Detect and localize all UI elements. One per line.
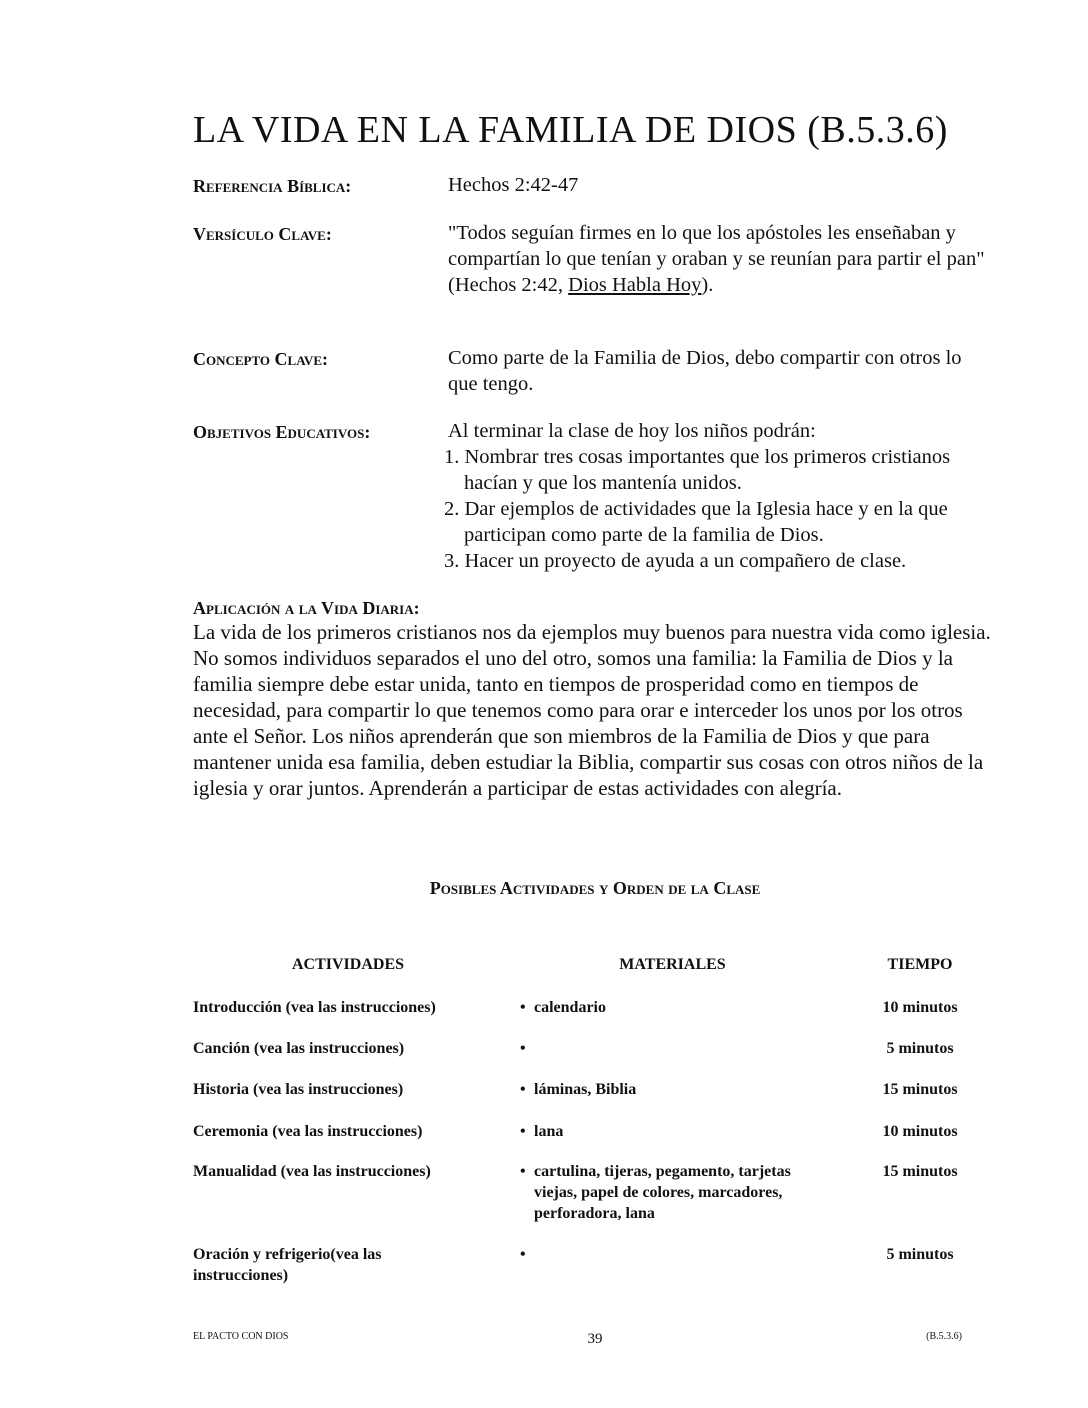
header-actividades: ACTIVIDADES (291, 956, 405, 973)
concepto-label: Concepto Clave: (193, 349, 328, 369)
objetivo-item: 2. Dar ejemplos de actividades que la Iglesia hace y en la que participan como parte de la familia de Dios. (444, 498, 948, 546)
actividades-section-title (0, 878, 1000, 899)
header-tiempo: TIEMPO (887, 956, 953, 973)
versiculo-label: Versículo Clave: (193, 224, 332, 244)
bullet-icon: • (520, 1246, 526, 1263)
objetivo-item: 3. Hacer un proyecto de ayuda a un compañero de clase. (444, 550, 907, 572)
row-tiempo: 5 minutos (886, 1246, 954, 1263)
bible-version-name: Dios Habla Hoy (568, 274, 702, 296)
row-actividad: Oración y refrigerio(vea las instrucciones) (193, 1246, 382, 1284)
objetivo-item: 1. Nombrar tres cosas importantes que los primeros cristianos hacían y que los mantenía unidos. (444, 446, 951, 494)
objetivos-list (444, 444, 994, 574)
row-actividad: Introducción (vea las instrucciones) (193, 999, 436, 1016)
actividades-section-title-text: Posibles Actividades y Orden de la Clase (429, 878, 761, 898)
row-materiales: • láminas, Biblia (520, 1081, 637, 1098)
aplicacion-label: Aplicación a la Vida Diaria: (193, 598, 420, 618)
objetivos-value (444, 418, 994, 574)
lesson-title: LA VIDA EN LA FAMILIA DE DIOS (B.5.3.6) (193, 109, 948, 151)
row-actividad: Manualidad (vea las instrucciones) (193, 1163, 431, 1180)
bullet-icon: • (520, 999, 526, 1016)
versiculo-text-end: ). (701, 274, 714, 296)
referencia-label: Referencia Bíblica: (193, 176, 352, 196)
row-tiempo: 5 minutos (886, 1040, 954, 1057)
header-materiales: MATERIALES (619, 956, 726, 973)
objetivos-intro: Al terminar la clase de hoy los niños podrán: (448, 420, 816, 442)
row-materiales: • cartulina, tijeras, pegamento, tarjetas viejas, papel de colores, marcadores, perforadora, lana (520, 1163, 791, 1222)
bullet-icon: • (520, 1123, 526, 1140)
bullet-icon: • (520, 1081, 526, 1098)
concepto-value: Como parte de la Familia de Dios, debo compartir con otros lo que tengo. (448, 347, 962, 395)
aplicacion-text: La vida de los primeros cristianos nos da ejemplos muy buenos para nuestra vida como iglesia. No somos individuos separados el uno del otro, somos una familia: la Familia de Dios y la familia siempre debe estar unida, tanto en tiempos de prosperidad como en tiempos de necesidad, para compartir lo que tenemos como para orar e interceder los unos por los otros ante el Señor. Los niños aprenderán que son miembros de la Familia de Dios y que para mantener unida esa familia, deben estudiar la Biblia, compartir sus cosas con otros niños de la iglesia y orar juntos. Aprenderán a participar de estas actividades con alegría. (193, 620, 991, 800)
bullet-icon: • (520, 1040, 526, 1057)
row-tiempo: 15 minutos (882, 1081, 958, 1098)
referencia-value: Hechos 2:42-47 (448, 174, 579, 196)
row-materiales: • lana (520, 1123, 564, 1140)
row-materiales: • calendario (520, 999, 606, 1016)
row-tiempo: 10 minutos (882, 999, 958, 1016)
row-actividad: Canción (vea las instrucciones) (193, 1040, 405, 1057)
versiculo-text: "Todos seguían firmes en lo que los apóstoles les enseñaban y compartían lo que tenían y oraban y se reunían para partir el pan" (Hechos 2:42, (448, 222, 985, 296)
footer-page-number: 39 (587, 1331, 603, 1347)
row-actividad: Historia (vea las instrucciones) (193, 1081, 404, 1098)
footer-lesson-code: (B.5.3.6) (926, 1331, 962, 1342)
footer-book-title: EL PACTO CON DIOS (193, 1331, 289, 1342)
versiculo-value (448, 220, 993, 298)
row-tiempo: 10 minutos (882, 1123, 958, 1140)
objetivos-label: Objetivos Educativos: (193, 422, 371, 442)
bullet-icon: • (520, 1163, 526, 1180)
row-tiempo: 15 minutos (882, 1163, 958, 1180)
row-actividad: Ceremonia (vea las instrucciones) (193, 1123, 423, 1140)
